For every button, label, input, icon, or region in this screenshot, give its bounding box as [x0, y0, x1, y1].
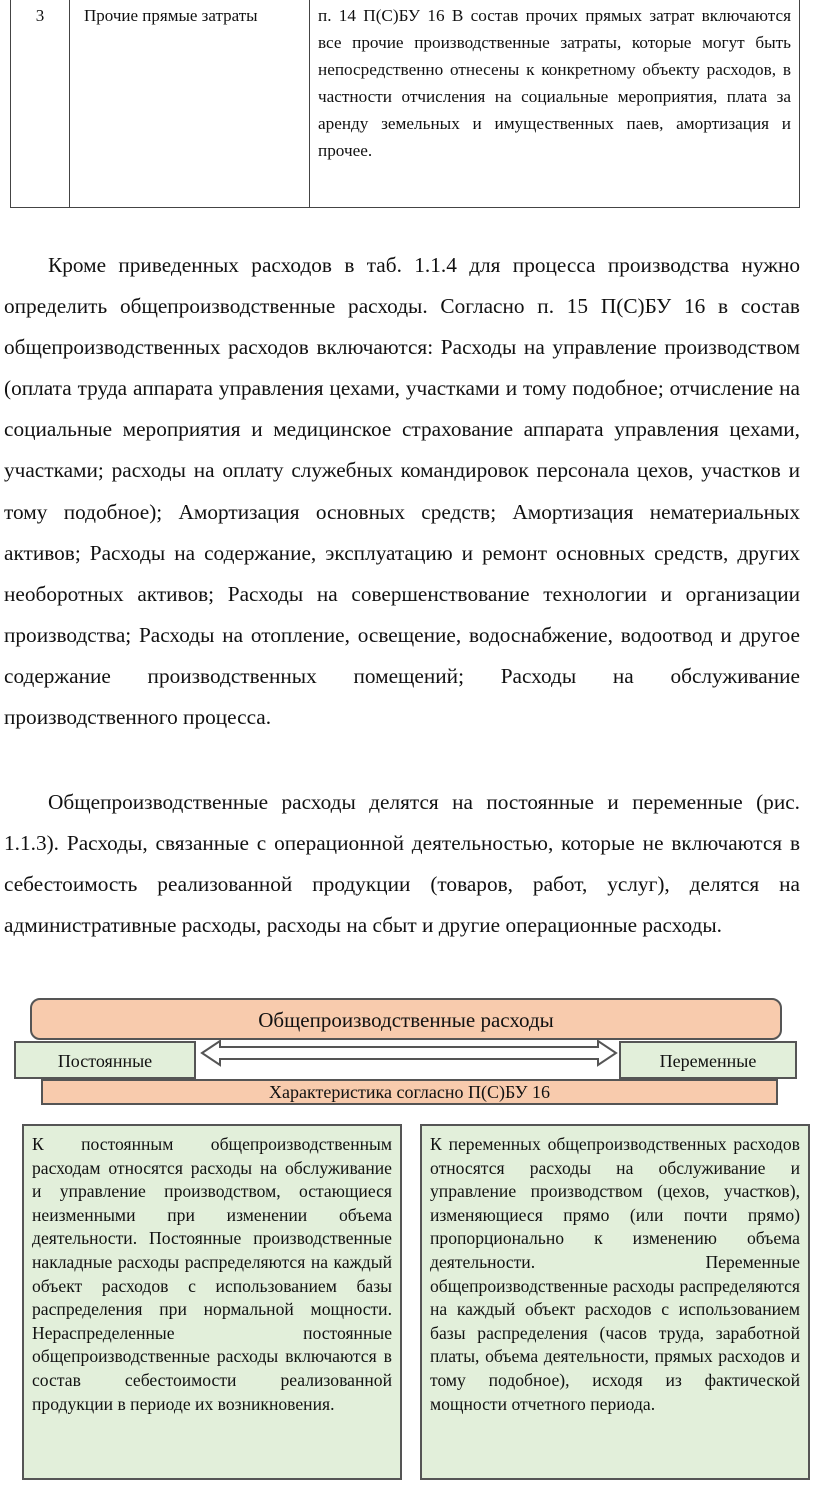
double-arrow-icon: [200, 1039, 618, 1067]
cost-table-row: [10, 0, 800, 208]
cost-name-cell: Прочие прямые затраты: [70, 0, 310, 207]
cost-description-cell: п. 14 П(С)БУ 16 В состав прочих прямых затрат включаются все прочие производственные затраты, которые могут быть непосредственно отнесены к конкретному объекту расходов, в частности отчисления на социальные мероприятия, плата за аренду земельных и имущественных паев, амортизация и прочее.: [318, 6, 791, 160]
fixed-costs-box: Постоянные: [14, 1041, 196, 1079]
variable-costs-box: Переменные: [619, 1041, 797, 1079]
row-number-cell: 3: [11, 0, 70, 207]
variable-costs-description: К переменных общепроизводственных расходов относятся расходы на обслуживание и управление производством (цехов, участков), изменяющиеся прямо (или почти прямо) пропорционально к изменению объема деятельности. Переменные общепроизводственные расходы распределяются на каждый объект расходов с использованием базы распределения (часов труда, заработной платы, объема деятельности, прямых расходов и тому подобное), исходя из фактической мощности отчетного периода.: [420, 1124, 810, 1480]
characteristic-box: Характеристика согласно П(С)БУ 16: [41, 1079, 778, 1105]
fixed-costs-description: К постоянным общепроизводственным расходам относятся расходы на обслуживание и управление производством, остающиеся неизменными при изменении объема деятельности. Постоянные производственные накладные расходы распределяются на каждый объект расходов с использованием базы распределения при нормальной мощности. Нераспределенные постоянные общепроизводственные расходы включаются в состав себестоимости реализованной продукции в периоде их возникновения.: [22, 1124, 402, 1480]
diagram-title-box: Общепроизводственные расходы: [30, 998, 782, 1040]
paragraph-cost-division: Общепроизводственные расходы делятся на постоянные и переменные (рис. 1.1.3). Расходы, связанные с операционной деятельностью, которые не включаются в себестоимость реализованной продукции (товаров, работ, услуг), делятся на административные расходы, расходы на сбыт и другие операционные расходы.: [4, 790, 800, 938]
paragraph-general-costs: Кроме приведенных расходов в таб. 1.1.4 для процесса производства нужно определить общепроизводственные расходы. Согласно п. 15 П(С)БУ 16 в состав общепроизводственных расходов включаются: Расходы на управление производством (оплата труда аппарата управления цехами, участками и тому подобное; отчисление на социальные мероприятия и медицинское страхование аппарата управления цехами, участками; расходы на оплату служебных командировок персонала цехов, участков и тому подобное); Амортизация основных средств; Амортизация нематериальных активов; Расходы на содержание, эксплуатацию и ремонт основных средств, других необоротных активов; Расходы на совершенствование технологии и организации производства; Расходы на отопление, освещение, водоснабжение, водоотвод и другое содержание производственных помещений; Расходы на обслуживание производственного процесса.: [4, 253, 800, 730]
